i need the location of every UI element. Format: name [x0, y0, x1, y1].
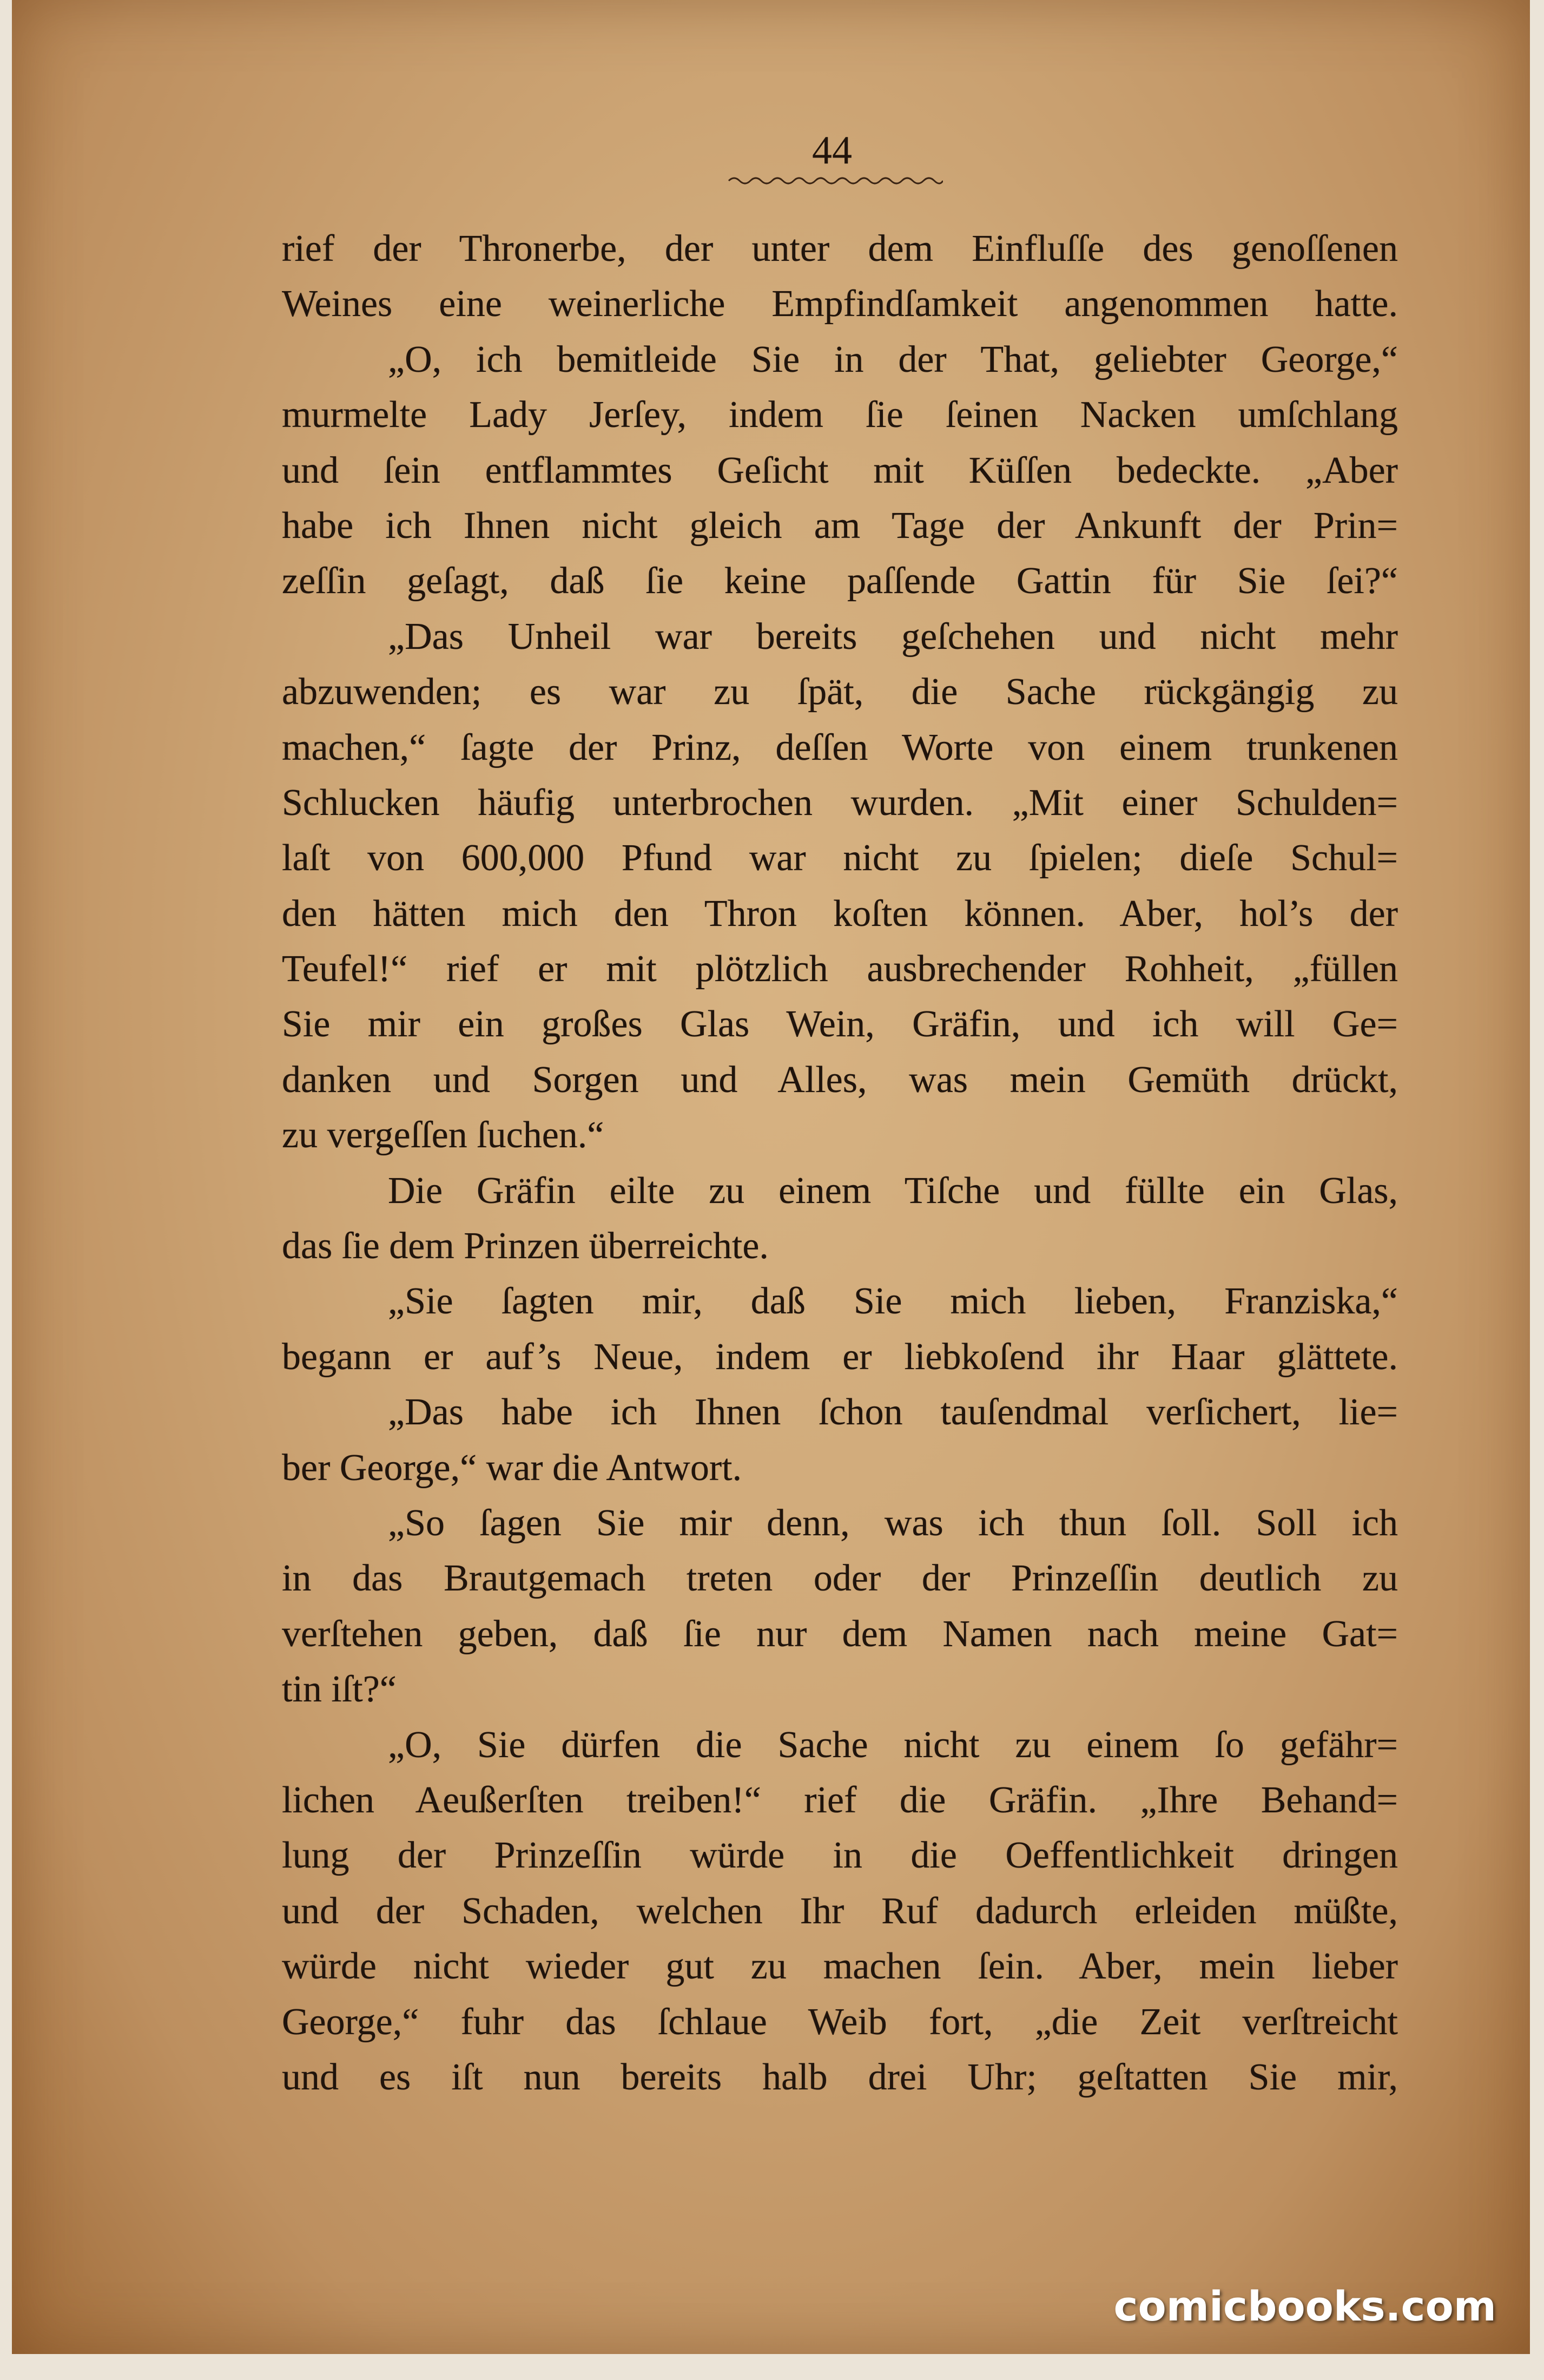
- page-number-ornament: [727, 172, 943, 188]
- text-line: lung der Prinzeſſin würde in die Oeffentlichkeit dringen: [282, 1835, 1398, 1877]
- paragraph: [282, 221, 1398, 332]
- paragraph: [282, 1385, 1398, 1496]
- text-line: begann er auf’s Neue, indem er liebkoſend ihr Haar glättete.: [282, 1336, 1398, 1378]
- text-line: Sie mir ein großes Glas Wein, Gräfin, und ich will Ge=: [282, 1003, 1398, 1046]
- body-text: [282, 221, 1398, 2105]
- text-line: tin iſt?“: [282, 1668, 397, 1711]
- paragraph: [282, 609, 1398, 1163]
- text-line: Die Gräfin eilte zu einem Tiſche und füllte ein Glas,: [388, 1169, 1398, 1212]
- text-line: das ſie dem Prinzen überreichte.: [282, 1225, 769, 1267]
- paragraph: [282, 332, 1398, 609]
- paragraph: [282, 1718, 1398, 2106]
- text-line: und es iſt nun bereits halb drei Uhr; geſtatten Sie mir,: [282, 2056, 1398, 2098]
- text-line: abzuwenden; es war zu ſpät, die Sache rückgängig zu: [282, 671, 1398, 713]
- text-line: laſt von 600,000 Pfund war nicht zu ſpielen; dieſe Schul=: [282, 837, 1398, 879]
- text-line: rief der Thronerbe, der unter dem Einfluſſe des genoſſenen: [282, 228, 1398, 269]
- paragraph: [282, 1496, 1398, 1718]
- text-line: George,“ fuhr das ſchlaue Weib fort, „die Zeit verſtreicht: [282, 2001, 1398, 2043]
- text-line: habe ich Ihnen nicht gleich am Tage der Ankunft der Prin=: [282, 504, 1398, 547]
- text-line: zeſſin geſagt, daß ſie keine paſſende Gattin für Sie ſei?“: [282, 560, 1398, 602]
- watermark: comicbooks.com: [1113, 2282, 1496, 2330]
- text-line: „Sie ſagten mir, daß Sie mich lieben, Franziska,“: [388, 1280, 1398, 1323]
- text-line: Weines eine weinerliche Empfindſamkeit angenommen hatte.: [282, 283, 1398, 325]
- book-page: [12, 0, 1530, 2354]
- text-line: „O, Sie dürfen die Sache nicht zu einem ſo gefähr=: [388, 1724, 1398, 1766]
- text-line: danken und Sorgen und Alles, was mein Gemüth drückt,: [282, 1058, 1398, 1101]
- text-line: und ſein entflammtes Geſicht mit Küſſen bedeckte. „Aber: [282, 449, 1398, 491]
- text-line: und der Schaden, welchen Ihr Ruf dadurch erleiden müßte,: [282, 1890, 1398, 1932]
- text-line: machen,“ ſagte der Prinz, deſſen Worte von einem trunkenen: [282, 726, 1398, 768]
- paragraph: [282, 1274, 1398, 1385]
- text-line: murmelte Lady Jerſey, indem ſie ſeinen Nacken umſchlang: [282, 394, 1398, 436]
- text-line: in das Brautgemach treten oder der Prinzeſſin deutlich zu: [282, 1557, 1398, 1600]
- text-line: lichen Aeußerſten treiben!“ rief die Gräfin. „Ihre Behand=: [282, 1779, 1398, 1821]
- page-number: 44: [812, 128, 852, 173]
- text-line: ber George,“ war die Antwort.: [282, 1447, 742, 1489]
- text-line: „Das habe ich Ihnen ſchon tauſendmal verſichert, lie=: [388, 1391, 1398, 1434]
- text-line: verſtehen geben, daß ſie nur dem Namen nach meine Gat=: [282, 1613, 1398, 1655]
- text-line: Teufel!“ rief er mit plötzlich ausbrechender Rohheit, „füllen: [282, 948, 1398, 990]
- text-line: „Das Unheil war bereits geſchehen und nicht mehr: [388, 615, 1398, 658]
- text-line: Schlucken häufig unterbrochen wurden. „Mit einer Schulden=: [282, 781, 1398, 824]
- text-line: zu vergeſſen ſuchen.“: [282, 1114, 604, 1156]
- text-line: „O, ich bemitleide Sie in der That, geliebter George,“: [388, 338, 1398, 380]
- paragraph: [282, 1163, 1398, 1274]
- text-line: „So ſagen Sie mir denn, was ich thun ſoll. Soll ich: [388, 1502, 1398, 1544]
- text-line: den hätten mich den Thron koſten können. Aber, hol’s der: [282, 892, 1398, 935]
- text-line: würde nicht wieder gut zu machen ſein. Aber, mein lieber: [282, 1945, 1398, 1988]
